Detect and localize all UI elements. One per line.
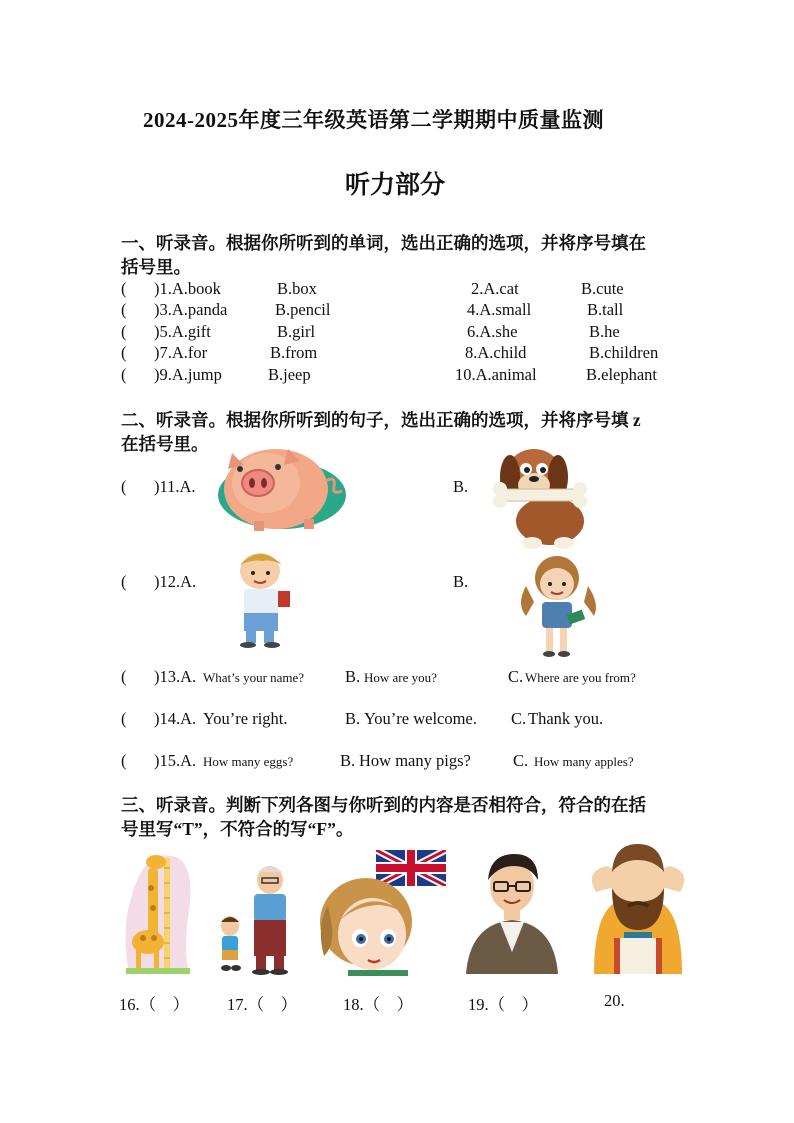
question-option-b: B.he — [589, 322, 620, 341]
part2-instruction: 二、听录音。根据你所听到的句子，选出正确的选项，并将序号填 z — [121, 410, 641, 430]
question-label: )15.A. — [154, 751, 197, 770]
option-b-label: B. — [453, 477, 469, 496]
answer-slot-17[interactable]: 17.（ ） — [227, 995, 298, 1014]
question-option-b: B.box — [277, 279, 317, 298]
question-option-a: 8.A.child — [465, 343, 527, 362]
option-c-text: How many apples? — [534, 754, 634, 769]
answer-paren[interactable]: ( — [121, 709, 127, 728]
option-c-text: Thank you. — [528, 709, 604, 728]
part2-instruction-cont: 在括号里。 — [121, 434, 209, 454]
question-option-a: 2.A.cat — [471, 279, 519, 298]
question-option-b: B.pencil — [275, 300, 331, 319]
option-b-label: B. — [345, 709, 361, 728]
question-label: )14.A. — [154, 709, 197, 728]
girl-icon[interactable] — [512, 552, 602, 662]
bearded-man-icon — [584, 842, 692, 974]
option-a-text: You’re right. — [203, 709, 288, 728]
man-with-glasses-icon — [462, 850, 562, 974]
answer-paren[interactable]: ( — [121, 322, 127, 341]
giraffe-height-chart-icon — [118, 838, 198, 978]
question-label: )12.A. — [154, 572, 197, 591]
answer-paren[interactable]: ( — [121, 365, 127, 384]
question-option-a: )3.A.panda — [154, 300, 228, 319]
question-label: )13.A. — [154, 667, 197, 686]
option-a-text: How many eggs? — [203, 754, 294, 769]
option-c-text: Where are you from? — [525, 670, 636, 685]
question-option-a: 4.A.small — [467, 300, 532, 319]
boy-icon[interactable] — [218, 549, 308, 649]
question-option-b: B.girl — [277, 322, 316, 341]
part1-instruction: 一、听录音。根据你所听到的单词，选出正确的选项，并将序号填在 — [121, 233, 646, 253]
pig-icon[interactable] — [214, 443, 348, 533]
option-b-text: You’re welcome. — [364, 709, 477, 728]
answer-paren[interactable]: ( — [121, 667, 127, 686]
question-option-b: B.jeep — [268, 365, 311, 384]
answer-slot-19[interactable]: 19.（ ） — [468, 995, 539, 1014]
answer-paren[interactable]: ( — [121, 343, 127, 362]
answer-slot-16[interactable]: 16.（ ） — [119, 995, 190, 1014]
option-b-label: B. — [340, 751, 356, 770]
answer-slot-20[interactable]: 20. — [604, 991, 625, 1010]
question-option-b: B.elephant — [586, 365, 658, 384]
section-subtitle: 听力部分 — [345, 172, 446, 199]
question-option-b: B.tall — [587, 300, 624, 319]
girl-face-icon — [318, 876, 416, 976]
answer-paren[interactable]: ( — [121, 279, 127, 298]
question-option-a: )9.A.jump — [154, 365, 222, 384]
part1-instruction-cont: 括号里。 — [121, 257, 191, 277]
option-b-label: B. — [345, 667, 361, 686]
option-c-label: C. — [508, 667, 524, 686]
question-option-a: )7.A.for — [154, 343, 208, 362]
question-option-a: )1.A.book — [154, 279, 221, 298]
question-option-a: 10.A.animal — [455, 365, 537, 384]
page-title: 2024-2025年度三年级英语第二学期期中质量监测 — [143, 108, 604, 132]
answer-slot-18[interactable]: 18.（ ） — [343, 995, 414, 1014]
question-option-b: B.from — [270, 343, 318, 362]
answer-paren[interactable]: ( — [121, 751, 127, 770]
question-option-b: B.children — [589, 343, 659, 362]
grandpa-and-child-icon — [212, 864, 312, 976]
part3-instruction: 三、听录音。判断下列各图与你听到的内容是否相符合，符合的在括 — [121, 795, 646, 815]
option-b-text: How are you? — [364, 670, 437, 685]
option-c-label: C. — [511, 709, 527, 728]
option-b-text: How many pigs? — [359, 751, 471, 770]
answer-paren[interactable]: ( — [121, 477, 127, 496]
part3-instruction-cont: 号里写“T”，不符合的写“F”。 — [121, 819, 354, 839]
answer-paren[interactable]: ( — [121, 300, 127, 319]
question-option-a: 6.A.she — [467, 322, 518, 341]
question-label: )11.A. — [154, 477, 196, 496]
question-option-b: B.cute — [581, 279, 624, 298]
question-option-a: )5.A.gift — [154, 322, 211, 341]
option-a-text: What’s your name? — [203, 670, 305, 685]
option-b-label: B. — [453, 572, 469, 591]
option-c-label: C. — [513, 751, 529, 770]
dog-with-bone-icon[interactable] — [492, 435, 602, 550]
answer-paren[interactable]: ( — [121, 572, 127, 591]
